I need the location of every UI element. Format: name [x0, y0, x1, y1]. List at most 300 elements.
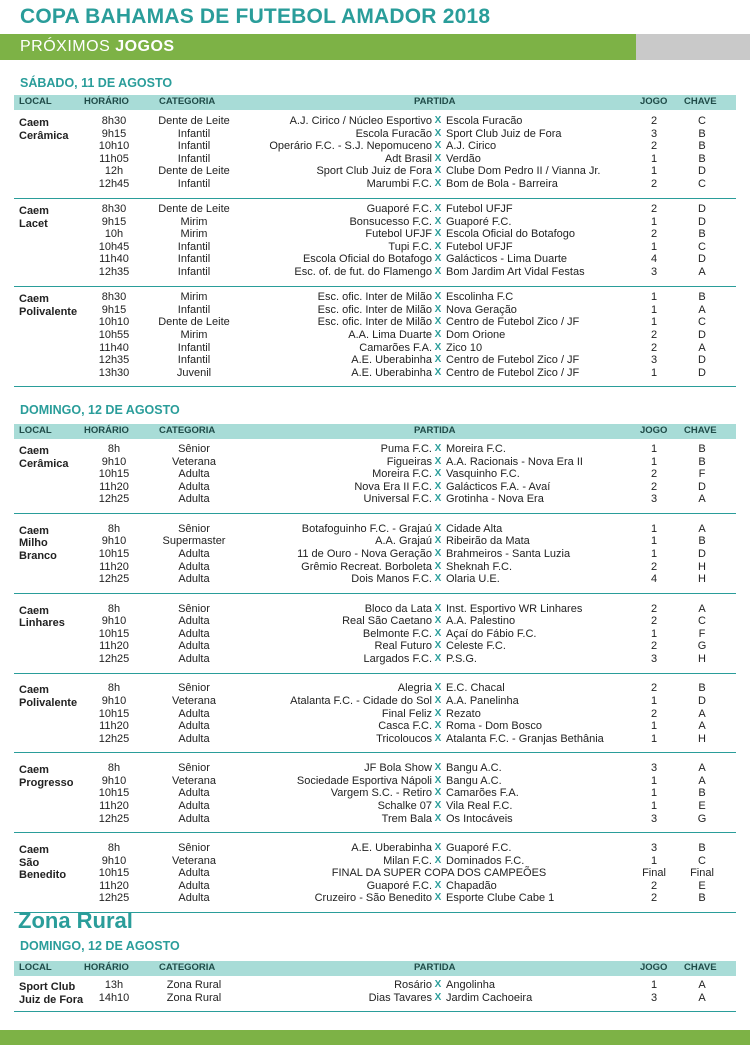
match-row — [14, 640, 736, 653]
match-category: Sênior — [178, 682, 210, 695]
match-group: C — [698, 178, 706, 190]
match-group: A — [698, 303, 706, 316]
match-row — [14, 304, 736, 317]
away-team: A.A. Racionais - Nova Era II — [446, 455, 583, 468]
versus-mark: X — [434, 652, 442, 664]
away-team: Dom Orione — [446, 328, 506, 341]
match-game-number: 1 — [650, 215, 658, 228]
match-category: Adulta — [178, 812, 210, 825]
home-team: Tricoloucos — [376, 732, 432, 745]
match-group: B — [698, 892, 706, 905]
away-team: Centro de Futebol Zico / JF — [446, 316, 580, 329]
venue-name-line: Juiz de Fora — [19, 993, 84, 1006]
match-time: 9h15 — [101, 127, 127, 140]
match-row — [14, 653, 736, 666]
venue-block — [14, 440, 736, 511]
match-game-number: 1 — [650, 854, 658, 867]
venue-block — [14, 200, 736, 284]
match-group: C — [698, 115, 706, 127]
venue-name-line: Progresso — [19, 776, 74, 789]
match-group: B — [698, 682, 706, 695]
match-category: Adulta — [178, 615, 210, 628]
away-team: Escolinha F.C — [446, 291, 514, 304]
match-time: 12h35 — [98, 354, 130, 367]
versus-mark: X — [434, 787, 442, 799]
away-team: Bangu A.C. — [446, 774, 502, 787]
match-row — [14, 892, 736, 905]
venue-separator — [14, 832, 736, 833]
home-team: Trem Bala — [381, 812, 432, 825]
home-team: Operário F.C. - S.J. Nepomuceno — [269, 140, 432, 153]
match-group: F — [698, 468, 706, 481]
match-time: 8h30 — [101, 291, 127, 304]
column-header-categoria: CATEGORIA — [159, 96, 216, 107]
column-header-local: LOCAL — [19, 962, 52, 973]
versus-mark: X — [434, 720, 442, 732]
match-row — [14, 615, 736, 628]
versus-mark: X — [434, 328, 442, 340]
versus-mark: X — [434, 240, 442, 252]
home-team: Nova Era II F.C. — [354, 480, 432, 493]
away-team: Bangu A.C. — [446, 762, 502, 775]
match-group: A — [698, 602, 706, 615]
match-group: C — [698, 615, 706, 628]
home-team: Escola Furacão — [355, 127, 432, 140]
subtitle-part-2: JOGOS — [115, 38, 175, 55]
column-header-partida: PARTIDA — [414, 425, 456, 436]
match-category: Dente de Leite — [158, 316, 230, 329]
venue-name-line: Linhares — [19, 617, 65, 630]
match-game-number: 1 — [650, 240, 658, 253]
away-team: Vasquinho F.C. — [446, 468, 520, 481]
venue-separator — [14, 386, 736, 387]
match-group: B — [698, 842, 706, 854]
table-header — [14, 95, 736, 110]
match-group: B — [698, 228, 706, 241]
venue-separator — [14, 593, 736, 594]
match-time: 10h15 — [98, 627, 130, 640]
match-time: 9h10 — [101, 774, 127, 787]
match-row — [14, 241, 736, 254]
match-category: Zona Rural — [166, 991, 222, 1004]
home-team: A.J. Cirico / Núcleo Esportivo — [289, 115, 432, 127]
match-row — [14, 992, 736, 1005]
match-group: D — [698, 480, 706, 493]
match-time: 12h25 — [98, 493, 130, 506]
match-category: Dente de Leite — [158, 165, 230, 178]
match-row — [14, 979, 736, 992]
home-team: Grêmio Recreat. Borboleta — [301, 560, 432, 573]
match-group: A — [698, 493, 706, 506]
home-team: Esc. ofic. Inter de Milão — [317, 303, 432, 316]
match-row — [14, 367, 736, 380]
match-time: 8h — [107, 602, 121, 615]
match-group: C — [698, 854, 706, 867]
away-team: Guaporé F.C. — [446, 215, 512, 228]
match-category: Adulta — [178, 640, 210, 653]
home-team: A.E. Uberabinha — [351, 354, 432, 367]
match-time: 12h — [104, 165, 124, 178]
versus-mark: X — [434, 547, 442, 559]
venue-name-line: Branco — [19, 549, 57, 562]
venue-separator — [14, 1011, 736, 1012]
away-team: Galácticos F.A. - Avaí — [446, 480, 551, 493]
match-category: Juvenil — [176, 366, 212, 379]
match-category: Adulta — [178, 732, 210, 745]
column-header-chave: CHAVE — [684, 962, 717, 973]
match-game-number: 1 — [650, 522, 658, 535]
match-row — [14, 548, 736, 561]
day-heading: DOMINGO, 12 DE AGOSTO — [20, 939, 180, 953]
away-team: Cidade Alta — [446, 522, 503, 535]
versus-mark: X — [434, 799, 442, 811]
away-team: Roma - Dom Bosco — [446, 720, 542, 733]
versus-mark: X — [434, 615, 442, 627]
away-team: Atalanta F.C. - Granjas Bethânia — [446, 732, 604, 745]
versus-mark: X — [434, 228, 442, 240]
venue-name-line: Caem — [19, 524, 49, 537]
column-header-categoria: CATEGORIA — [159, 425, 216, 436]
match-group: D — [698, 354, 706, 367]
match-row — [14, 493, 736, 506]
footer-bar — [0, 1030, 750, 1045]
column-header-horario: HORÁRIO — [84, 962, 129, 973]
home-team: Dois Manos F.C. — [351, 573, 432, 586]
venue-name-line: Milho — [19, 537, 48, 550]
versus-mark: X — [434, 774, 442, 786]
match-row — [14, 128, 736, 141]
match-group: A — [698, 991, 706, 1004]
match-time: 11h20 — [99, 799, 129, 812]
match-game-number: 1 — [650, 455, 658, 468]
versus-mark: X — [434, 127, 442, 139]
match-category: Sênior — [178, 842, 210, 854]
match-game-number: 2 — [650, 203, 658, 216]
match-category: Sênior — [178, 762, 210, 775]
away-team: A.A. Palestino — [446, 615, 516, 628]
away-team: Sheknah F.C. — [446, 560, 513, 573]
away-team: Bom Jardim Art Vidal Festas — [446, 266, 585, 279]
match-group: B — [698, 787, 706, 800]
home-team: Rosário — [394, 979, 432, 991]
day-heading: SÁBADO, 11 DE AGOSTO — [20, 76, 173, 90]
match-game-number: 1 — [650, 720, 658, 733]
match-time: 12h25 — [98, 573, 130, 586]
table-header — [14, 961, 736, 976]
match-time: 11h05 — [99, 152, 129, 165]
versus-mark: X — [434, 178, 442, 189]
home-team: Real Futuro — [374, 640, 432, 653]
venue-name-line: Cerâmica — [19, 129, 69, 142]
match-group: Final — [690, 867, 714, 880]
venue-block — [14, 839, 736, 910]
venue-block — [14, 520, 736, 591]
match-game-number: 1 — [650, 787, 658, 800]
away-team: Zico 10 — [446, 341, 483, 354]
match-game-number: 1 — [650, 799, 658, 812]
home-team: A.A. Lima Duarte — [348, 328, 432, 341]
match-category: Adulta — [178, 787, 210, 800]
match-category: Adulta — [178, 547, 210, 560]
match-group: A — [698, 341, 706, 354]
match-time: 9h10 — [101, 455, 127, 468]
match-time: 9h15 — [101, 215, 127, 228]
match-time: 11h20 — [99, 640, 129, 653]
versus-mark: X — [434, 602, 442, 614]
venue-name-line: Benedito — [19, 869, 67, 881]
home-team: Universal F.C. — [363, 493, 432, 506]
match-category: Adulta — [178, 707, 210, 720]
match-group: G — [697, 640, 707, 653]
match-row — [14, 682, 736, 695]
match-game-number: 1 — [650, 303, 658, 316]
versus-mark: X — [434, 455, 442, 467]
column-header-horario: HORÁRIO — [84, 96, 129, 107]
home-team: Bonsucesso F.C. — [349, 215, 432, 228]
match-time: 9h10 — [101, 535, 127, 548]
home-team: Esc. ofic. Inter de Milão — [317, 291, 432, 304]
match-row — [14, 203, 736, 216]
match-row — [14, 800, 736, 813]
away-team: Escola Furacão — [446, 115, 523, 127]
versus-mark: X — [434, 762, 442, 774]
venue-separator — [14, 513, 736, 514]
match-category: Infantil — [177, 127, 211, 140]
away-team: Açaí do Fábio F.C. — [446, 627, 537, 640]
zona-rural-title: Zona Rural — [18, 908, 133, 933]
home-team: Cruzeiro - São Benedito — [314, 892, 432, 905]
match-group: B — [698, 127, 706, 140]
match-category: Infantil — [177, 341, 211, 354]
match-time: 12h25 — [98, 652, 130, 665]
match-game-number: Final — [642, 867, 666, 880]
match-game-number: 1 — [650, 291, 658, 304]
away-team: Clube Dom Pedro II / Vianna Jr. — [446, 165, 601, 178]
venue-separator — [14, 286, 736, 287]
match-time: 10h15 — [98, 707, 130, 720]
match-category: Zona Rural — [166, 979, 222, 991]
home-team: Escola Oficial do Botafogo — [302, 253, 432, 266]
match-game-number: 2 — [650, 328, 658, 341]
match-group: A — [698, 720, 706, 733]
away-team: Verdão — [446, 152, 481, 165]
match-category: Adulta — [178, 720, 210, 733]
home-team: Figueiras — [386, 455, 432, 468]
match-category: Veterana — [171, 455, 217, 468]
home-team: Moreira F.C. — [372, 468, 432, 481]
match-category: Adulta — [178, 799, 210, 812]
home-team: Tupi F.C. — [388, 240, 432, 253]
versus-mark: X — [434, 468, 442, 480]
match-time: 9h15 — [101, 303, 127, 316]
match-group: G — [697, 812, 707, 825]
match-row — [14, 855, 736, 868]
away-team: Os Intocáveis — [446, 812, 513, 825]
match-time: 9h10 — [101, 854, 127, 867]
versus-mark: X — [434, 316, 442, 328]
match-time: 10h45 — [98, 240, 130, 253]
versus-mark: X — [434, 560, 442, 572]
versus-mark: X — [434, 341, 442, 353]
match-group: A — [698, 762, 706, 775]
match-game-number: 3 — [650, 652, 658, 665]
match-time: 14h10 — [98, 991, 130, 1004]
match-category: Adulta — [178, 652, 210, 665]
versus-mark: X — [434, 842, 442, 853]
versus-mark: X — [434, 707, 442, 719]
home-team: 11 de Ouro - Nova Geração — [297, 547, 432, 560]
away-team: Angolinha — [446, 979, 495, 991]
versus-mark: X — [434, 140, 442, 152]
away-team: E.C. Chacal — [446, 682, 505, 695]
match-game-number: 4 — [650, 253, 658, 266]
versus-mark: X — [434, 694, 442, 706]
away-team: Nova Geração — [446, 303, 517, 316]
match-category: Mirim — [180, 328, 208, 341]
versus-mark: X — [434, 480, 442, 492]
home-team: Botafoguinho F.C. - Grajaú — [301, 522, 432, 535]
home-team: A.E. Uberabinha — [351, 366, 432, 379]
versus-mark: X — [434, 253, 442, 265]
home-team: Atalanta F.C. - Cidade do Sol — [290, 694, 432, 707]
match-row — [14, 628, 736, 641]
match-game-number: 1 — [650, 443, 658, 455]
match-game-number: 2 — [650, 682, 658, 695]
match-row — [14, 115, 736, 128]
match-row — [14, 342, 736, 355]
match-time: 8h30 — [101, 115, 127, 127]
match-category: Infantil — [177, 303, 211, 316]
match-group: B — [698, 535, 706, 548]
venue-name-line: Caem — [19, 604, 49, 617]
match-game-number: 1 — [650, 316, 658, 329]
match-category: Adulta — [178, 573, 210, 586]
match-game-number: 2 — [650, 140, 658, 153]
away-team: Camarões F.A. — [446, 787, 519, 800]
match-time: 11h20 — [99, 480, 129, 493]
match-group: B — [698, 140, 706, 153]
match-time: 11h40 — [99, 253, 129, 266]
match-row — [14, 708, 736, 721]
match-category: Adulta — [178, 892, 210, 905]
match-group: C — [698, 316, 706, 329]
match-row — [14, 456, 736, 469]
match-time: 13h — [104, 979, 124, 991]
match-group: A — [698, 522, 706, 535]
match-game-number: 2 — [650, 468, 658, 481]
match-category: Adulta — [178, 879, 210, 892]
away-team: Grotinha - Nova Era — [446, 493, 544, 506]
column-header-jogo: JOGO — [640, 962, 668, 973]
versus-mark: X — [434, 573, 442, 585]
match-row — [14, 733, 736, 746]
versus-mark: X — [434, 879, 442, 891]
column-header-partida: PARTIDA — [414, 96, 456, 107]
venue-name-line: Caem — [19, 293, 49, 306]
away-team: P.S.G. — [446, 652, 477, 665]
match-time: 11h40 — [99, 341, 129, 354]
versus-mark: X — [434, 892, 442, 904]
match-row — [14, 603, 736, 616]
match-time: 11h20 — [99, 879, 129, 892]
away-team: Ribeirão da Mata — [446, 535, 530, 548]
match-group: C — [698, 240, 706, 253]
away-team: Futebol UFJF — [446, 203, 513, 216]
match-time: 12h25 — [98, 812, 130, 825]
column-header-horario: HORÁRIO — [84, 425, 129, 436]
match-game-number: 1 — [650, 366, 658, 379]
match-game-number: 3 — [650, 842, 658, 854]
column-header-chave: CHAVE — [684, 425, 717, 436]
match-category: Veterana — [171, 854, 217, 867]
match-group: D — [698, 253, 706, 266]
venue-block — [14, 679, 736, 750]
match-game-number: 1 — [650, 627, 658, 640]
versus-mark: X — [434, 493, 442, 505]
subtitle-part-1: PRÓXIMOS — [20, 38, 111, 55]
versus-mark: X — [434, 203, 442, 215]
match-group: D — [698, 694, 706, 707]
match-group: A — [698, 707, 706, 720]
match-category: Adulta — [178, 627, 210, 640]
versus-mark: X — [434, 854, 442, 866]
venue-name-line: Caem — [19, 844, 49, 856]
match-game-number: 2 — [650, 879, 658, 892]
away-team: Sport Club Juiz de Fora — [446, 127, 562, 140]
match-row — [14, 468, 736, 481]
venue-name-line: Caem — [19, 205, 49, 218]
away-team: A.A. Panelinha — [446, 694, 519, 707]
away-team: Escola Oficial do Botafogo — [446, 228, 576, 241]
venue-block — [14, 600, 736, 671]
away-team: Celeste F.C. — [446, 640, 506, 653]
column-header-jogo: JOGO — [640, 425, 668, 436]
subtitle-bar-accent — [636, 34, 750, 60]
match-time: 10h15 — [98, 867, 130, 880]
venue-name-line: Sport Club — [19, 981, 76, 993]
match-game-number: 2 — [650, 560, 658, 573]
column-header-chave: CHAVE — [684, 96, 717, 107]
versus-mark: X — [434, 115, 442, 126]
page-title: COPA BAHAMAS DE FUTEBOL AMADOR 2018 — [20, 5, 491, 28]
match-time: 9h10 — [101, 615, 127, 628]
match-game-number: 2 — [650, 480, 658, 493]
versus-mark: X — [434, 732, 442, 744]
match-category: Infantil — [177, 266, 211, 279]
match-game-number: 3 — [650, 354, 658, 367]
venue-name-line: Polivalente — [19, 305, 78, 318]
home-team: Milan F.C. — [383, 854, 432, 867]
match-row — [14, 762, 736, 775]
match-category: Mirim — [180, 228, 208, 241]
versus-mark: X — [434, 354, 442, 366]
home-team: Alegria — [397, 682, 432, 695]
match-time: 8h — [107, 443, 121, 455]
match-group: E — [698, 879, 706, 892]
match-time: 12h25 — [98, 732, 130, 745]
match-time: 8h30 — [101, 203, 127, 216]
match-game-number: 2 — [650, 892, 658, 905]
venue-separator — [14, 673, 736, 674]
versus-mark: X — [434, 266, 442, 278]
venue-separator — [14, 752, 736, 753]
match-time: 9h10 — [101, 694, 127, 707]
match-row — [14, 842, 736, 855]
venue-block — [14, 759, 736, 830]
venue-name-line: Caem — [19, 764, 49, 777]
home-team: Final Feliz — [381, 707, 432, 720]
venue-name-line: Lacet — [19, 217, 48, 230]
